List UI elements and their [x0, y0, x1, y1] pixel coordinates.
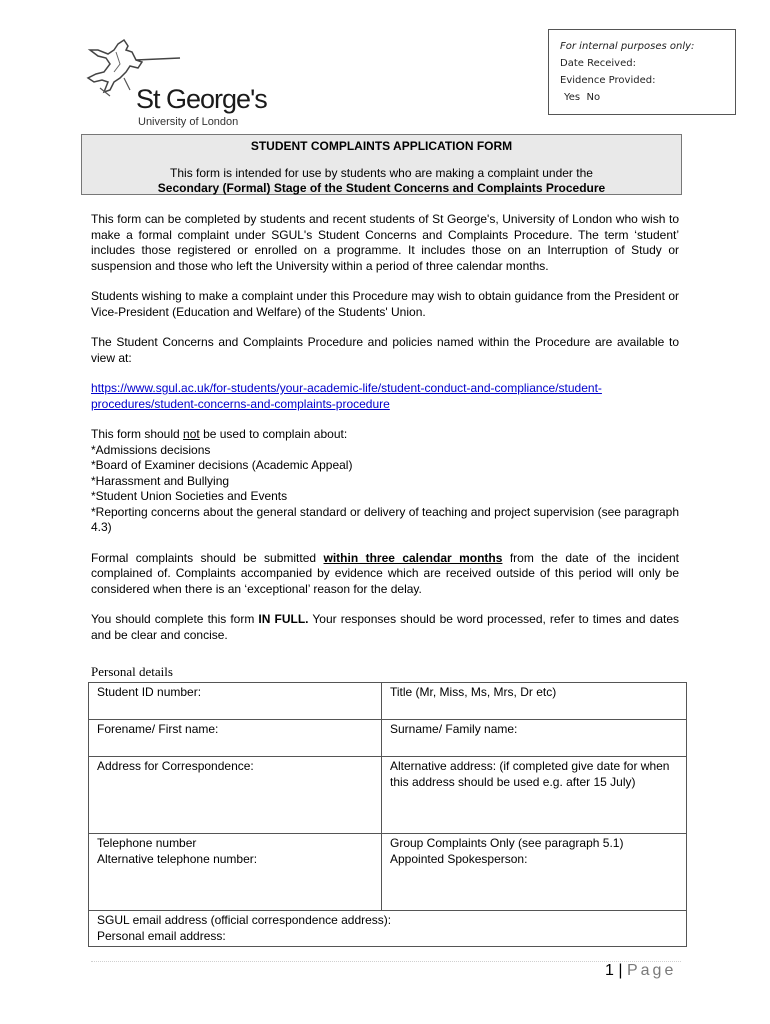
- form-title-box: [81, 134, 682, 195]
- alternative-address-field[interactable]: Alternative address: (if completed give date for when this address should be used e.g. after 15 July): [382, 757, 687, 834]
- internal-heading: For internal purposes only:: [560, 41, 695, 52]
- email-field[interactable]: SGUL email address (official correspondence address): Personal email address:: [89, 911, 687, 947]
- surname-field[interactable]: Surname/ Family name:: [382, 720, 687, 757]
- procedure-link[interactable]: https://www.sgul.ac.uk/for-students/your-academic-life/student-conduct-and-compliance/student-procedures/student-concerns-and-complaints-procedure: [91, 381, 602, 411]
- exclusions-list: [91, 427, 679, 536]
- logo-subtitle: University of London: [138, 116, 239, 128]
- address-field[interactable]: Address for Correspondence:: [89, 757, 382, 834]
- list-item: *Student Union Societies and Events: [91, 489, 288, 503]
- yes-no-label: Yes No: [564, 92, 601, 103]
- list-item: *Admissions decisions: [91, 442, 211, 457]
- list-item: *Harassment and Bullying: [91, 473, 230, 488]
- footer-divider: [91, 961, 681, 962]
- list-item: *Reporting concerns about the general standard or delivery of teaching and project supervision (see paragraph 4.3): [91, 504, 679, 534]
- student-id-field[interactable]: Student ID number:: [89, 683, 382, 720]
- personal-details-heading: Personal details: [91, 664, 173, 679]
- internal-use-box: [548, 29, 736, 115]
- page-number: 1 | Page: [605, 962, 677, 979]
- date-received-label: Date Received:: [560, 58, 636, 69]
- telephone-field[interactable]: Telephone number Alternative telephone number:: [89, 834, 382, 911]
- university-logo: [80, 38, 267, 130]
- list-item: *Board of Examiner decisions (Academic Appeal): [91, 458, 353, 472]
- logo-name: St George's: [136, 84, 267, 114]
- group-complaint-field[interactable]: Group Complaints Only (see paragraph 5.1) Appointed Spokesperson:: [382, 834, 687, 911]
- form-stage: Secondary (Formal) Stage of the Student Concerns and Complaints Procedure: [157, 181, 606, 195]
- forename-field[interactable]: Forename/ First name:: [89, 720, 382, 757]
- guidance-paragraph: Students wishing to make a complaint under this Procedure may wish to obtain guidance from the President or Vice-President (Education and Welfare) of the Students' Union.: [91, 289, 679, 319]
- title-field[interactable]: Title (Mr, Miss, Ms, Mrs, Dr etc): [382, 683, 687, 720]
- procedure-paragraph: The Student Concerns and Complaints Procedure and policies named within the Procedure are available to view at:: [91, 335, 679, 365]
- form-title: STUDENT COMPLAINTS APPLICATION FORM: [250, 139, 513, 153]
- completion-paragraph: You should complete this form IN FULL. Your responses should be word processed, refer to times and dates and be clear and concise.: [91, 612, 679, 642]
- exclusions-intro: This form should not be used to complain about:: [91, 427, 348, 441]
- evidence-provided-label: Evidence Provided:: [560, 75, 656, 86]
- personal-details-table: [88, 682, 687, 947]
- form-intro: This form is intended for use by students who are making a complaint under the: [170, 166, 593, 180]
- deadline-paragraph: Formal complaints should be submitted within three calendar months from the date of the incident complained of. Complaints accompanied by evidence which are received outside of this period will only be considered when there is an ‘exceptional’ reason for the delay.: [91, 550, 679, 596]
- form-guidance: [91, 212, 679, 658]
- eligibility-paragraph: This form can be completed by students and recent students of St George's, University of London who wish to make a formal complaint under SGUL's Student Concerns and Complaints Procedure. The term ‘student’ includes those registered or enrolled on a programme. It includes those on an Interruption of Study or suspension and those who left the University within a period of three calendar months.: [91, 212, 679, 273]
